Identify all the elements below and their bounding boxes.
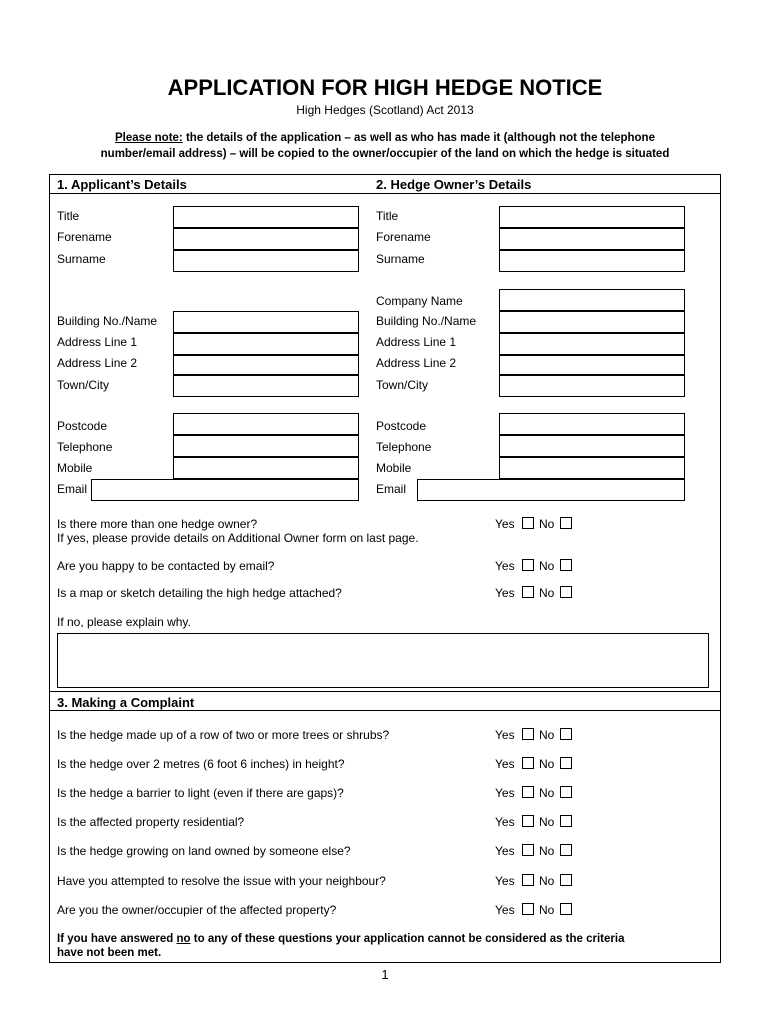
yes-checkbox[interactable]	[522, 903, 534, 915]
owner-forename-field[interactable]	[499, 228, 685, 250]
no-label: No	[539, 757, 555, 771]
owner-telephone-label: Telephone	[376, 440, 432, 454]
owner-title-field[interactable]	[499, 206, 685, 228]
owner-surname-field[interactable]	[499, 250, 685, 272]
applicant-address1-label: Address Line 1	[57, 335, 138, 349]
question-map-attached: Is a map or sketch detailing the high hedge attached?	[57, 586, 342, 600]
applicant-title-label: Title	[57, 209, 80, 223]
owner-town-label: Town/City	[376, 378, 429, 392]
yes-label: Yes	[495, 559, 515, 573]
owner-company-label: Company Name	[376, 294, 463, 308]
applicant-address2-label: Address Line 2	[57, 356, 138, 370]
owner-address1-label: Address Line 1	[376, 335, 457, 349]
applicant-surname-field[interactable]	[173, 250, 359, 272]
owner-postcode-label: Postcode	[376, 419, 427, 433]
no-label: No	[539, 728, 555, 742]
applicant-town-field[interactable]	[173, 375, 359, 397]
yes-checkbox[interactable]	[522, 517, 534, 529]
no-label: No	[539, 586, 555, 600]
divider	[49, 710, 721, 711]
applicant-postcode-label: Postcode	[57, 419, 108, 433]
question-more-owners-note: If yes, please provide details on Additional Owner form on last page.	[57, 531, 419, 545]
no-checkbox[interactable]	[560, 786, 572, 798]
no-checkbox[interactable]	[560, 874, 572, 886]
yes-label: Yes	[495, 728, 515, 742]
applicant-telephone-label: Telephone	[57, 440, 113, 454]
page-subtitle: High Hedges (Scotland) Act 2013	[296, 103, 474, 117]
criteria-note-pre: If you have answered	[57, 933, 177, 945]
yes-checkbox[interactable]	[522, 757, 534, 769]
applicant-postcode-field[interactable]	[173, 413, 359, 435]
page-title: APPLICATION FOR HIGH HEDGE NOTICE	[167, 75, 603, 100]
please-note	[0, 130, 770, 162]
no-checkbox[interactable]	[560, 757, 572, 769]
no-checkbox[interactable]	[560, 586, 572, 598]
applicant-heading: 1. Applicant’s Details	[57, 177, 187, 192]
applicant-title-field[interactable]	[173, 206, 359, 228]
no-label: No	[539, 874, 555, 888]
complaint-question: Is the hedge a barrier to light (even if there are gaps)?	[57, 786, 344, 800]
applicant-address2-field[interactable]	[173, 355, 359, 375]
complaint-question: Are you the owner/occupier of the affected property?	[57, 903, 337, 917]
owner-address2-field[interactable]	[499, 355, 685, 375]
yes-label: Yes	[495, 815, 515, 829]
yes-label: Yes	[495, 786, 515, 800]
no-label: No	[539, 786, 555, 800]
criteria-note-no: no	[176, 933, 191, 945]
no-checkbox[interactable]	[560, 559, 572, 571]
applicant-mobile-label: Mobile	[57, 461, 93, 475]
applicant-town-label: Town/City	[57, 378, 110, 392]
note-label: Please note:	[115, 132, 183, 144]
no-label: No	[539, 844, 555, 858]
yes-checkbox[interactable]	[522, 559, 534, 571]
yes-checkbox[interactable]	[522, 586, 534, 598]
no-label: No	[539, 903, 555, 917]
owner-heading: 2. Hedge Owner’s Details	[376, 177, 532, 192]
no-checkbox[interactable]	[560, 903, 572, 915]
applicant-forename-field[interactable]	[173, 228, 359, 250]
yes-checkbox[interactable]	[522, 728, 534, 740]
applicant-address1-field[interactable]	[173, 333, 359, 355]
yes-checkbox[interactable]	[522, 786, 534, 798]
owner-surname-label: Surname	[376, 252, 425, 266]
applicant-telephone-field[interactable]	[173, 435, 359, 457]
owner-forename-label: Forename	[376, 230, 431, 244]
owner-postcode-field[interactable]	[499, 413, 685, 435]
applicant-email-label: Email	[57, 482, 88, 496]
page-number: 1	[381, 967, 389, 982]
applicant-surname-label: Surname	[57, 252, 106, 266]
no-checkbox[interactable]	[560, 728, 572, 740]
applicant-forename-label: Forename	[57, 230, 112, 244]
complaint-question: Is the hedge over 2 metres (6 foot 6 inches) in height?	[57, 757, 345, 771]
explain-field[interactable]	[57, 633, 709, 688]
owner-mobile-label: Mobile	[376, 461, 412, 475]
yes-label: Yes	[495, 844, 515, 858]
question-more-owners: Is there more than one hedge owner?	[57, 517, 258, 531]
note-text-2: number/email address) – will be copied to the owner/occupier of the land on which the hedge is situated	[100, 148, 670, 160]
yes-label: Yes	[495, 903, 515, 917]
note-text-1: the details of the application – as well as who has made it (although not the telephone	[182, 132, 655, 144]
yes-label: Yes	[495, 517, 515, 531]
criteria-note	[57, 932, 717, 960]
owner-town-field[interactable]	[499, 375, 685, 397]
divider	[49, 193, 721, 194]
owner-address2-label: Address Line 2	[376, 356, 457, 370]
divider	[49, 691, 721, 692]
no-label: No	[539, 815, 555, 829]
yes-checkbox[interactable]	[522, 815, 534, 827]
explain-label: If no, please explain why.	[57, 615, 191, 629]
yes-label: Yes	[495, 874, 515, 888]
criteria-note-post: to any of these questions your application cannot be considered as the criteria	[190, 933, 625, 945]
owner-email-label: Email	[376, 482, 407, 496]
question-contact-email: Are you happy to be contacted by email?	[57, 559, 275, 573]
complaint-question: Have you attempted to resolve the issue with your neighbour?	[57, 874, 386, 888]
applicant-email-field[interactable]	[91, 479, 359, 501]
owner-email-field[interactable]	[417, 479, 685, 501]
complaint-question: Is the affected property residential?	[57, 815, 245, 829]
complaint-question: Is the hedge growing on land owned by someone else?	[57, 844, 351, 858]
owner-address1-field[interactable]	[499, 333, 685, 355]
criteria-note-line2: have not been met.	[57, 947, 162, 959]
yes-checkbox[interactable]	[522, 874, 534, 886]
owner-mobile-field[interactable]	[499, 457, 685, 479]
applicant-building-field[interactable]	[173, 311, 359, 333]
no-label: No	[539, 559, 555, 573]
owner-telephone-field[interactable]	[499, 435, 685, 457]
applicant-mobile-field[interactable]	[173, 457, 359, 479]
complaint-heading: 3. Making a Complaint	[57, 695, 195, 710]
no-checkbox[interactable]	[560, 844, 572, 856]
no-checkbox[interactable]	[560, 517, 572, 529]
yes-label: Yes	[495, 757, 515, 771]
no-label: No	[539, 517, 555, 531]
no-checkbox[interactable]	[560, 815, 572, 827]
owner-company-field[interactable]	[499, 289, 685, 311]
complaint-question: Is the hedge made up of a row of two or more trees or shrubs?	[57, 728, 390, 742]
yes-label: Yes	[495, 586, 515, 600]
owner-building-label: Building No./Name	[376, 314, 477, 328]
owner-building-field[interactable]	[499, 311, 685, 333]
applicant-building-label: Building No./Name	[57, 314, 158, 328]
owner-title-label: Title	[376, 209, 399, 223]
yes-checkbox[interactable]	[522, 844, 534, 856]
